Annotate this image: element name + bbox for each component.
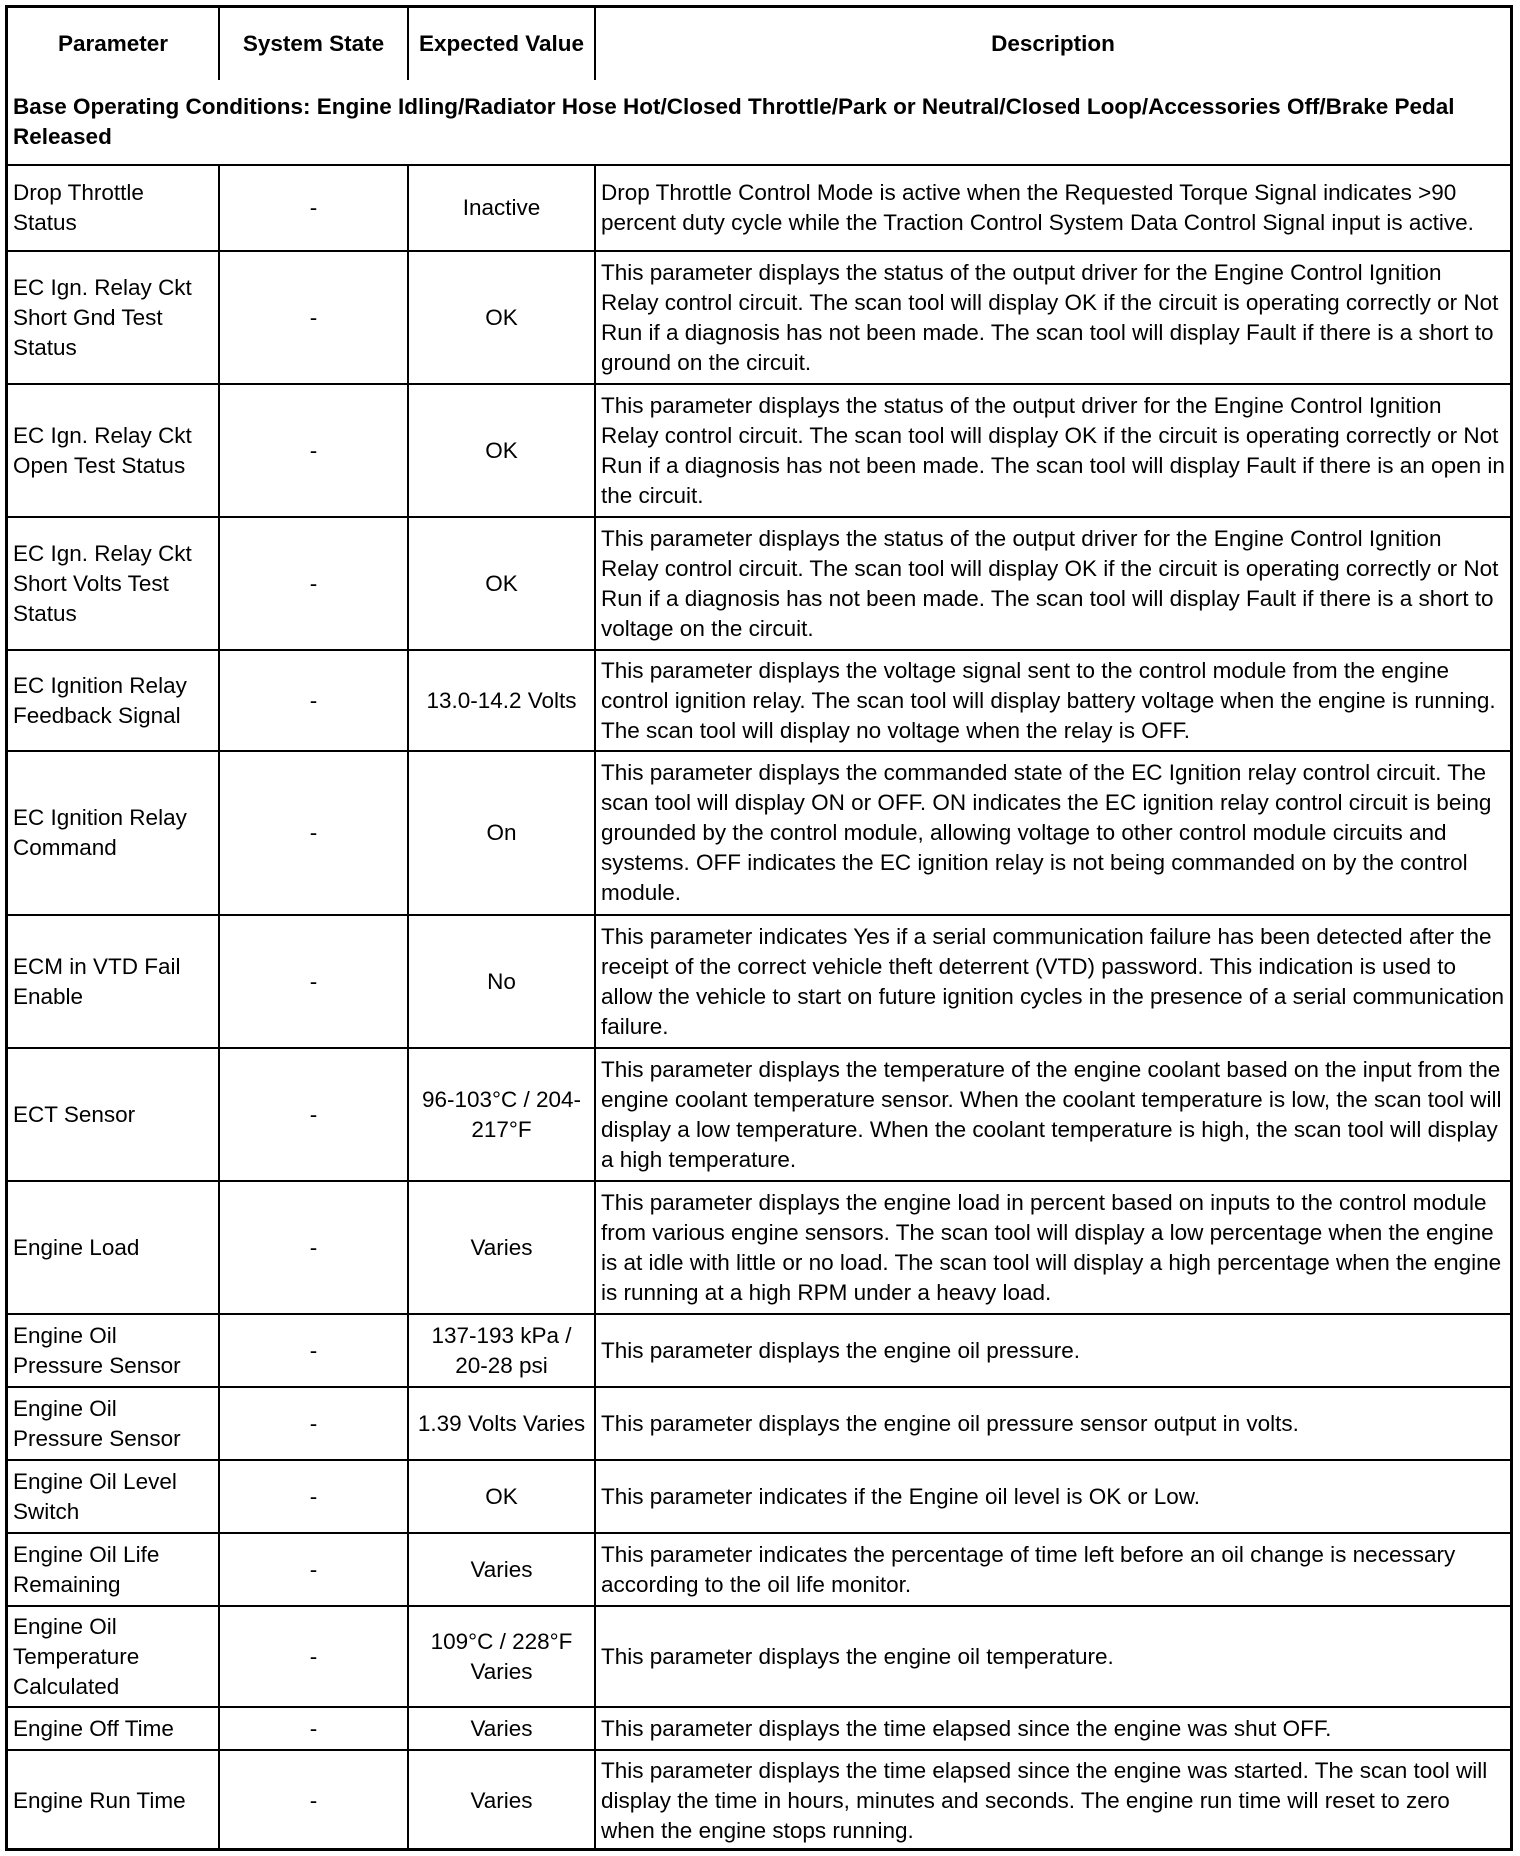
table-row [8,1387,1510,1460]
table-row [8,1181,1510,1314]
table-row [8,384,1510,517]
expected-value: 137-193 kPa / 20-28 psi [408,1314,595,1387]
parameter-name: EC Ignition Relay Feedback Signal [8,650,219,751]
parameter-name: Engine Oil Pressure Sensor [8,1387,219,1460]
system-state: - [219,1314,408,1387]
description: This parameter displays the engine oil temperature. [595,1606,1510,1707]
description: This parameter indicates if the Engine oil level is OK or Low. [595,1460,1510,1533]
expected-value: OK [408,251,595,384]
system-state: - [219,1048,408,1181]
parameter-name: Engine Oil Pressure Sensor [8,1314,219,1387]
description: This parameter displays the time elapsed since the engine was started. The scan tool will display the time in hours, minutes and seconds. The engine run time will reset to zero when the engine stops running. [595,1750,1510,1851]
parameter-name: Engine Oil Temperature Calculated [8,1606,219,1707]
expected-value: 96-103°C / 204-217°F [408,1048,595,1181]
system-state: - [219,1533,408,1606]
table-row [8,517,1510,650]
header-description: Description [595,8,1510,80]
expected-value: No [408,915,595,1048]
system-state: - [219,1707,408,1750]
expected-value: On [408,751,595,915]
parameter-name: Engine Off Time [8,1707,219,1750]
description: This parameter displays the status of the output driver for the Engine Control Ignition Relay control circuit. The scan tool will display OK if the circuit is operating correctly or Not Run if a diagnosis has not been made. The scan tool will display Fault if there is a short to ground on the circuit. [595,251,1510,384]
description: This parameter indicates Yes if a serial communication failure has been detected after the receipt of the correct vehicle theft deterrent (VTD) password. This indication is used to allow the vehicle to start on future ignition cycles in the presence of a serial communication failure. [595,915,1510,1048]
description: This parameter displays the status of the output driver for the Engine Control Ignition Relay control circuit. The scan tool will display OK if the circuit is operating correctly or Not Run if a diagnosis has not been made. The scan tool will display Fault if there is an open in the circuit. [595,384,1510,517]
parameter-name: EC Ign. Relay Ckt Short Gnd Test Status [8,251,219,384]
system-state: - [219,650,408,751]
system-state: - [219,517,408,650]
expected-value: 1.39 Volts Varies [408,1387,595,1460]
system-state: - [219,165,408,251]
table-row [8,1048,1510,1181]
table-row [8,751,1510,915]
table-row [8,1460,1510,1533]
system-state: - [219,1387,408,1460]
description: Drop Throttle Control Mode is active when the Requested Torque Signal indicates >90 percent duty cycle while the Traction Control System Data Control Signal input is active. [595,165,1510,251]
table-row [8,1606,1510,1707]
parameter-name: Engine Oil Life Remaining [8,1533,219,1606]
parameter-table [8,8,1510,1851]
parameter-table-frame [5,5,1513,1851]
expected-value: OK [408,1460,595,1533]
description: This parameter displays the voltage signal sent to the control module from the engine control ignition relay. The scan tool will display battery voltage when the engine is running. The scan tool will display no voltage when the relay is OFF. [595,650,1510,751]
table-row [8,251,1510,384]
table-row [8,915,1510,1048]
description: This parameter displays the engine oil pressure. [595,1314,1510,1387]
parameter-name: ECT Sensor [8,1048,219,1181]
header-system-state: System State [219,8,408,80]
description: This parameter displays the temperature of the engine coolant based on the input from the engine coolant temperature sensor. When the coolant temperature is low, the scan tool will display a low temperature. When the coolant temperature is high, the scan tool will display a high temperature. [595,1048,1510,1181]
expected-value: 109°C / 228°F Varies [408,1606,595,1707]
header-row [8,8,1510,80]
parameter-name: Engine Load [8,1181,219,1314]
table-row [8,650,1510,751]
parameter-name: Engine Oil Level Switch [8,1460,219,1533]
parameter-name: Drop Throttle Status [8,165,219,251]
parameter-name: EC Ign. Relay Ckt Short Volts Test Status [8,517,219,650]
system-state: - [219,384,408,517]
header-parameter: Parameter [8,8,219,80]
parameter-name: ECM in VTD Fail Enable [8,915,219,1048]
description: This parameter displays the engine load in percent based on inputs to the control module from various engine sensors. The scan tool will display a low percentage when the engine is at idle with little or no load. The scan tool will display a high percentage when the engine is running at a high RPM under a heavy load. [595,1181,1510,1314]
parameter-name: Engine Run Time [8,1750,219,1851]
parameter-name: EC Ignition Relay Command [8,751,219,915]
system-state: - [219,1460,408,1533]
expected-value: OK [408,384,595,517]
system-state: - [219,751,408,915]
table-row [8,1707,1510,1750]
expected-value: Varies [408,1707,595,1750]
expected-value: 13.0-14.2 Volts [408,650,595,751]
description: This parameter displays the engine oil pressure sensor output in volts. [595,1387,1510,1460]
header-expected-value: Expected Value [408,8,595,80]
table-row [8,1314,1510,1387]
system-state: - [219,1181,408,1314]
base-operating-conditions: Base Operating Conditions: Engine Idling/Radiator Hose Hot/Closed Throttle/Park or Neutral/Closed Loop/Accessories Off/Brake Pedal Released [8,80,1510,165]
system-state: - [219,915,408,1048]
expected-value: Varies [408,1181,595,1314]
table-row [8,165,1510,251]
conditions-row [8,80,1510,165]
system-state: - [219,251,408,384]
system-state: - [219,1606,408,1707]
description: This parameter displays the commanded state of the EC Ignition relay control circuit. The scan tool will display ON or OFF. ON indicates the EC ignition relay control circuit is being grounded by the control module, allowing voltage to other control module circuits and systems. OFF indicates the EC ignition relay is not being commanded on by the control module. [595,751,1510,915]
expected-value: Varies [408,1533,595,1606]
description: This parameter displays the status of the output driver for the Engine Control Ignition Relay control circuit. The scan tool will display OK if the circuit is operating correctly or Not Run if a diagnosis has not been made. The scan tool will display Fault if there is a short to voltage on the circuit. [595,517,1510,650]
table-row [8,1533,1510,1606]
description: This parameter indicates the percentage of time left before an oil change is necessary according to the oil life monitor. [595,1533,1510,1606]
system-state: - [219,1750,408,1851]
expected-value: Varies [408,1750,595,1851]
expected-value: OK [408,517,595,650]
table-row [8,1750,1510,1851]
description: This parameter displays the time elapsed since the engine was shut OFF. [595,1707,1510,1750]
parameter-name: EC Ign. Relay Ckt Open Test Status [8,384,219,517]
expected-value: Inactive [408,165,595,251]
